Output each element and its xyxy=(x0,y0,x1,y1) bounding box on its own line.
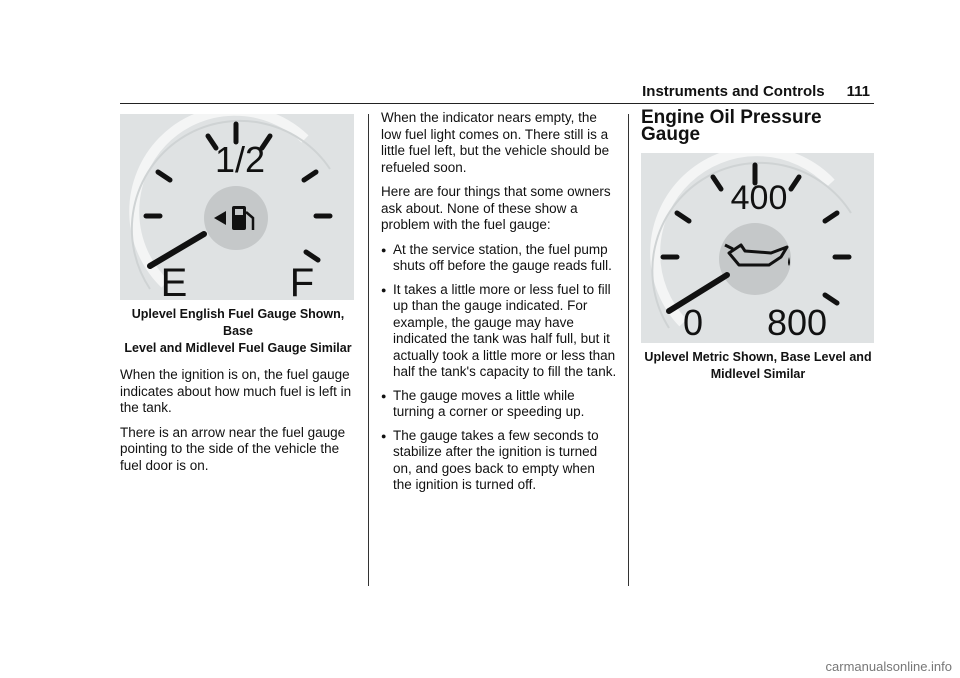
caption-line: Midlevel Similar xyxy=(710,367,806,381)
column-2 xyxy=(381,110,617,501)
fuel-gauge-illustration xyxy=(120,114,354,300)
oil-gauge-illustration xyxy=(641,153,874,343)
mid-label: 400 xyxy=(730,179,788,217)
section-heading: Engine Oil Pressure Gauge xyxy=(641,107,822,145)
caption-line: Level and Midlevel Fuel Gauge Similar xyxy=(124,341,352,355)
min-label: 0 xyxy=(682,302,704,343)
bullet-list xyxy=(381,242,617,494)
paragraph: There is an arrow near the fuel gauge pointing to the side of the vehicle the fuel door is on. xyxy=(120,424,346,473)
header-rule xyxy=(120,103,874,104)
list-item: ● The gauge takes a few seconds to stabilize after the ignition is turned on, and goes back to empty when the ignition is turned off. xyxy=(381,428,617,494)
caption-line: Uplevel English Fuel Gauge Shown, Base xyxy=(131,307,345,338)
section-title: Instruments and Controls xyxy=(642,83,825,100)
paragraph: When the indicator nears empty, the low fuel light comes on. There still is a little fuel left, but the vehicle should be refueled soon. xyxy=(381,110,610,175)
paragraph: Here are four things that some owners ask about. None of these show a problem with the fuel gauge: xyxy=(381,184,611,232)
half-label: 1/2 xyxy=(214,139,266,180)
column-3 xyxy=(641,107,875,383)
fuel-gauge-figure xyxy=(120,114,354,300)
column-1 xyxy=(120,114,356,482)
empty-label: E xyxy=(160,261,188,300)
max-label: 800 xyxy=(766,302,828,343)
fuel-gauge-caption xyxy=(120,306,356,357)
oil-gauge-figure xyxy=(641,153,874,343)
page-number: 111 xyxy=(846,83,870,100)
caption-line: Uplevel Metric Shown, Base Level and xyxy=(644,350,872,364)
column-divider-1 xyxy=(368,114,369,586)
running-header xyxy=(642,83,870,100)
column-divider-2 xyxy=(628,114,629,586)
oil-gauge-caption xyxy=(641,349,875,383)
footer-watermark: carmanualsonline.info xyxy=(825,659,952,674)
full-label: F xyxy=(289,261,315,300)
paragraph: When the ignition is on, the fuel gauge indicates about how much fuel is left in the tank. xyxy=(120,367,352,415)
list-item: ● It takes a little more or less fuel to fill up than the gauge indicated. For example, the gauge may have indicated the tank was half full, but it actually took a little more or less than half the tank's capacity to fill the tank. xyxy=(381,282,617,381)
list-item: ● At the service station, the fuel pump shuts off before the gauge reads full. xyxy=(381,242,617,275)
list-item: ● The gauge moves a little while turning a corner or speeding up. xyxy=(381,388,617,421)
